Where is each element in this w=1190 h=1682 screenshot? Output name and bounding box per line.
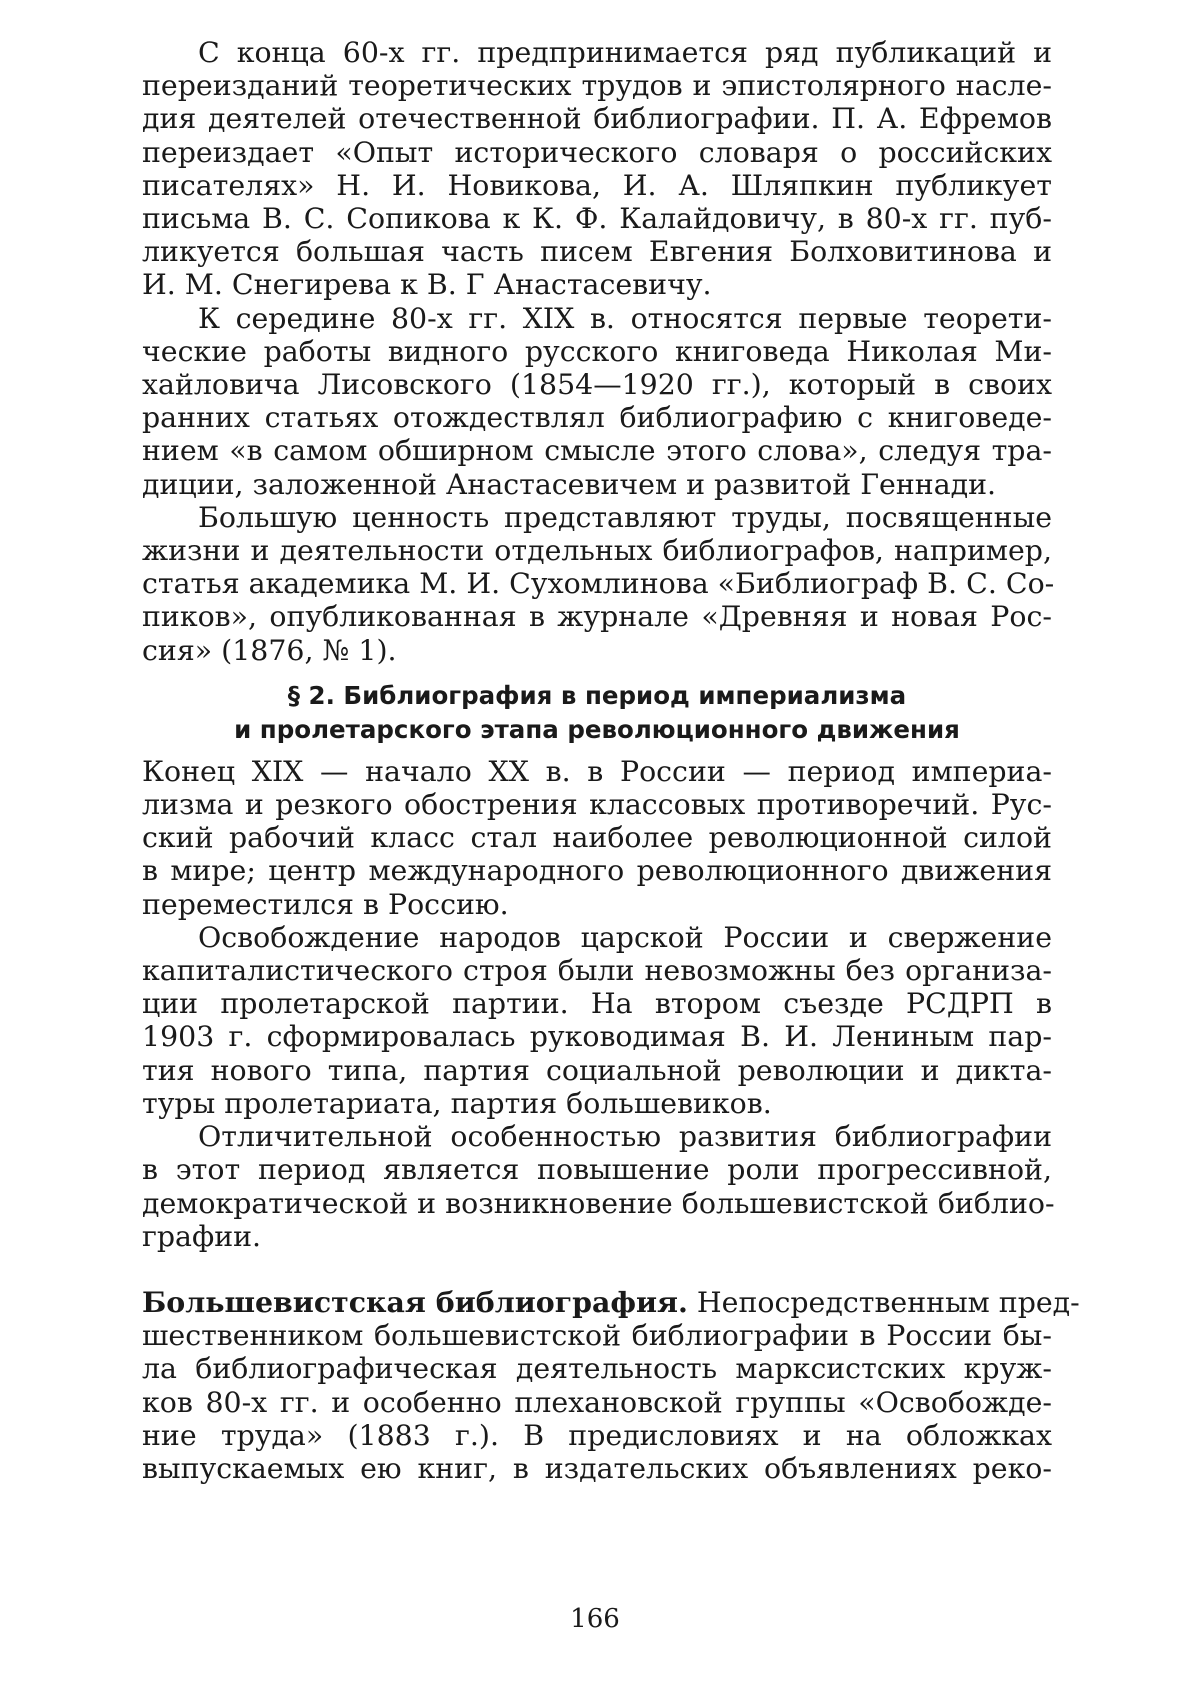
paragraph-5 — [142, 921, 1052, 1120]
page-body — [142, 36, 1080, 1485]
text-line: Конец XIX — начало XX в. в России — период империа- — [142, 754, 1052, 788]
paragraph-6 — [142, 1120, 1055, 1253]
text-line: хайловича Лисовского (1854—1920 гг.), который в своих — [142, 368, 1052, 402]
page-number: 166 — [570, 1604, 620, 1634]
text-line: ранних статьях отождествлял библиографию с книговеде- — [142, 401, 1052, 435]
text-line: письма В. С. Сопикова к К. Ф. Калайдовичу, в 80-х гг. пуб- — [142, 202, 1052, 236]
text-line: 1903 г. сформировалась руководимая В. И. Лениным пар- — [142, 1020, 1052, 1054]
run-in-heading: Большевистская библиография. — [142, 1284, 688, 1319]
text-line: в мире; центр международного революционного движения — [142, 854, 1052, 888]
paragraph-spacer — [142, 1253, 1052, 1286]
text-line: ции пролетарской партии. На втором съезде РСДРП в — [142, 987, 1052, 1021]
text-line: туры пролетариата, партия большевиков. — [142, 1086, 772, 1120]
text-line: переизданий теоретических трудов и эпистолярного насле- — [142, 69, 1052, 103]
section-heading-line-2: и пролетарского этапа революционного движения — [234, 714, 960, 744]
paragraph-3 — [142, 500, 1055, 667]
text-line: С конца 60-х гг. предпринимается ряд публикаций и — [198, 36, 1052, 69]
text-line: И. М. Снегирева к В. Г Анастасевичу. — [142, 268, 712, 302]
text-line: жизни и деятельности отдельных библиографов, например, — [142, 534, 1052, 568]
text-line: сия» (1876, № 1). — [142, 633, 397, 667]
paragraph-7 — [142, 1284, 1080, 1485]
text-line: ние труда» (1883 г.). В предисловиях и на обложках — [142, 1418, 1052, 1452]
text-line — [142, 1284, 1080, 1319]
text-line: в этот период является повышение роли прогрессивной, — [142, 1153, 1052, 1187]
text-line: переиздает «Опыт исторического словаря о российских — [142, 135, 1052, 169]
text-line: ликуется большая часть писем Евгения Болховитинова и — [142, 235, 1052, 269]
text-line: статья академика М. И. Сухомлинова «Библиограф В. С. Со- — [142, 567, 1055, 601]
text-line: Отличительной особенностью развития библиографии — [198, 1120, 1052, 1154]
text-line: диции, заложенной Анастасевичем и развитой Геннади. — [142, 467, 997, 501]
text-line: Освобождение народов царской России и свержение — [198, 920, 1052, 954]
text-line: капиталистического строя были невозможны без организа- — [142, 954, 1052, 988]
text-line: дия деятелей отечественной библиографии. П. А. Ефремов — [142, 102, 1052, 136]
text-line: ческие работы видного русского книговеда Николая Ми- — [142, 334, 1052, 368]
text-line: ский рабочий класс стал наиболее революционной силой — [142, 821, 1052, 855]
paragraph-1 — [142, 36, 1052, 302]
text-fragment: Непосредственным пред- — [696, 1285, 1080, 1319]
text-line: ла библиографическая деятельность марксистских круж- — [142, 1352, 1052, 1386]
text-line: писателях» Н. И. Новикова, И. А. Шляпкин публикует — [142, 168, 1052, 202]
text-line: нием «в самом обширном смысле этого слова», следуя тра- — [142, 434, 1052, 468]
paragraph-4 — [142, 755, 1052, 921]
text-line: переместился в Россию. — [142, 887, 509, 921]
text-line: лизма и резкого обострения классовых противоречий. Рус- — [142, 788, 1052, 822]
text-line: тия нового типа, партия социальной революции и дикта- — [142, 1053, 1052, 1087]
section-heading — [142, 679, 1052, 747]
text-line: графии. — [142, 1219, 262, 1253]
section-heading-line-1: § 2. Библиография в период империализма — [287, 680, 907, 710]
text-line: ков 80-х гг. и особенно плехановской группы «Освобожде- — [142, 1385, 1052, 1419]
paragraph-2 — [142, 302, 1052, 501]
text-line: пиков», опубликованная в журнале «Древняя и новая Рос- — [142, 600, 1052, 634]
text-line: Большую ценность представляют труды, посвященные — [198, 500, 1052, 534]
text-line: выпускаемых ею книг, в издательских объявлениях реко- — [142, 1451, 1052, 1485]
text-line: шественником большевистской библиографии в России бы- — [142, 1319, 1052, 1353]
text-line: К середине 80-х гг. XIX в. относятся первые теорети- — [198, 301, 1052, 335]
text-line: демократической и возникновение большевистской библио- — [142, 1186, 1055, 1220]
